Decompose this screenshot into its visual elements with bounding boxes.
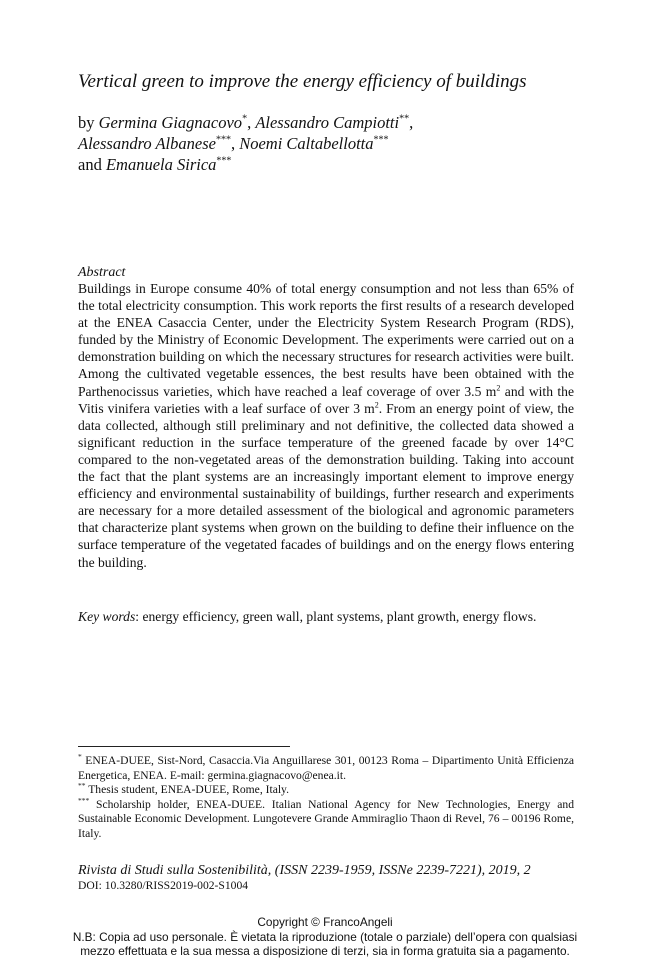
abstract-body <box>78 280 574 571</box>
author-and: and <box>78 155 102 174</box>
footnote-text: Thesis student, ENEA-DUEE, Rome, Italy. <box>85 783 290 797</box>
keywords-label: Key words <box>78 609 136 624</box>
doi: DOI: 10.3280/RISS2019-002-S1004 <box>78 879 249 892</box>
author-line-3 <box>78 154 598 175</box>
author-name: Alessandro Albanese <box>78 134 216 153</box>
author-by: by <box>78 113 95 132</box>
article-title: Vertical green to improve the energy efficiency of buildings <box>78 71 527 92</box>
keywords <box>78 608 578 625</box>
footnote-text: Scholarship holder, ENEA-DUEE. Italian National Agency for New Technologies, Energy and Sustainable Economic Development. Lungotevere Grande Ammiraglio Thaon di Revel, 76 – 00196 Rome, Italy. <box>78 797 574 840</box>
superscript: 2 <box>496 383 501 393</box>
author-line-2 <box>78 133 598 154</box>
author-name: Germina Giagnacovo <box>98 113 243 132</box>
journal-citation: Rivista di Studi sulla Sostenibilità, (ISSN 2239-1959, ISSNe 2239-7221), 2019, 2 <box>78 863 531 878</box>
footnote-mark: *** <box>78 795 90 805</box>
author-line-1 <box>78 112 598 133</box>
affiliation-mark: ** <box>399 113 410 125</box>
author-separator: , <box>230 134 236 153</box>
footnote-mark: ** <box>78 781 86 791</box>
copyright-notice <box>0 915 650 959</box>
footnote-mark: * <box>78 752 82 762</box>
author-name: Alessandro Campiotti <box>255 113 400 132</box>
affiliation-mark: *** <box>373 134 389 146</box>
affiliation-mark: *** <box>215 134 231 146</box>
author-name: Emanuela Sirica <box>105 155 217 174</box>
copyright-line: mezzo effettuata e la sua messa a disposizione di terzi, sia in forma gratuita sia a pagamento. <box>80 944 570 958</box>
footnote-text: ENEA-DUEE, Sist-Nord, Casaccia.Via Anguillarese 301, 00123 Roma – Dipartimento Unità Efficienza Energetica, ENEA. E-mail: germina.giagnacovo@enea.it. <box>78 754 574 782</box>
affiliation-mark: *** <box>216 155 232 167</box>
footnotes <box>78 754 574 842</box>
footnote-divider <box>78 746 290 747</box>
footnote-2 <box>78 783 574 798</box>
author-separator: , <box>409 113 414 132</box>
copyright-line: N.B: Copia ad uso personale. È vietata la riproduzione (totale o parziale) dell’opera con qualsiasi <box>72 929 578 944</box>
author-list <box>78 112 598 175</box>
superscript: 2 <box>374 400 379 410</box>
author-separator: , <box>247 113 252 132</box>
footnote-1 <box>78 754 574 783</box>
footnote-3 <box>78 795 574 842</box>
abstract-text: and with the Vitis vinifera varieties with a leaf surface of over 3 m <box>78 383 574 416</box>
abstract-heading: Abstract <box>78 265 126 280</box>
affiliation-mark: * <box>242 113 248 125</box>
copyright-line: Copyright © FrancoAngeli <box>257 915 393 929</box>
keywords-text: : energy efficiency, green wall, plant systems, plant growth, energy flows. <box>135 609 537 624</box>
author-name: Noemi Caltabellotta <box>239 134 374 153</box>
abstract-text: Buildings in Europe consume 40% of total energy consumption and not less than 65% of the total electricity consumption. This work reports the first results of a research developed at the ENEA Casaccia Center, under the Electricity System Research Program (RDS), funded by the Ministry of Economic Development. The experiments were carried out on a demonstration building on which the necessary structures for research activities were built. Among the cultivated vegetable essences, the best results have been obtained with the Parthenocissus varieties, which have reached a leaf coverage of over 3.5 m <box>78 281 574 399</box>
abstract-text: . From an energy point of view, the data collected, although still preliminary and not definitive, the collected data showed a significant reduction in the surface temperature of the greened facade by over 14°C compared to the non-vegetated areas of the demonstration building. Taking into account the fact that the plant systems are an increasingly important element to improve energy efficiency and environmental sustainability of buildings, further research and experiments are necessary for a more detailed assessment of the biological and agronomic parameters that characterize plant systems when grown on the building to define their influence on the surface temperature of the vegetated facades of buildings and on the energy flows entering the building. <box>78 400 574 570</box>
